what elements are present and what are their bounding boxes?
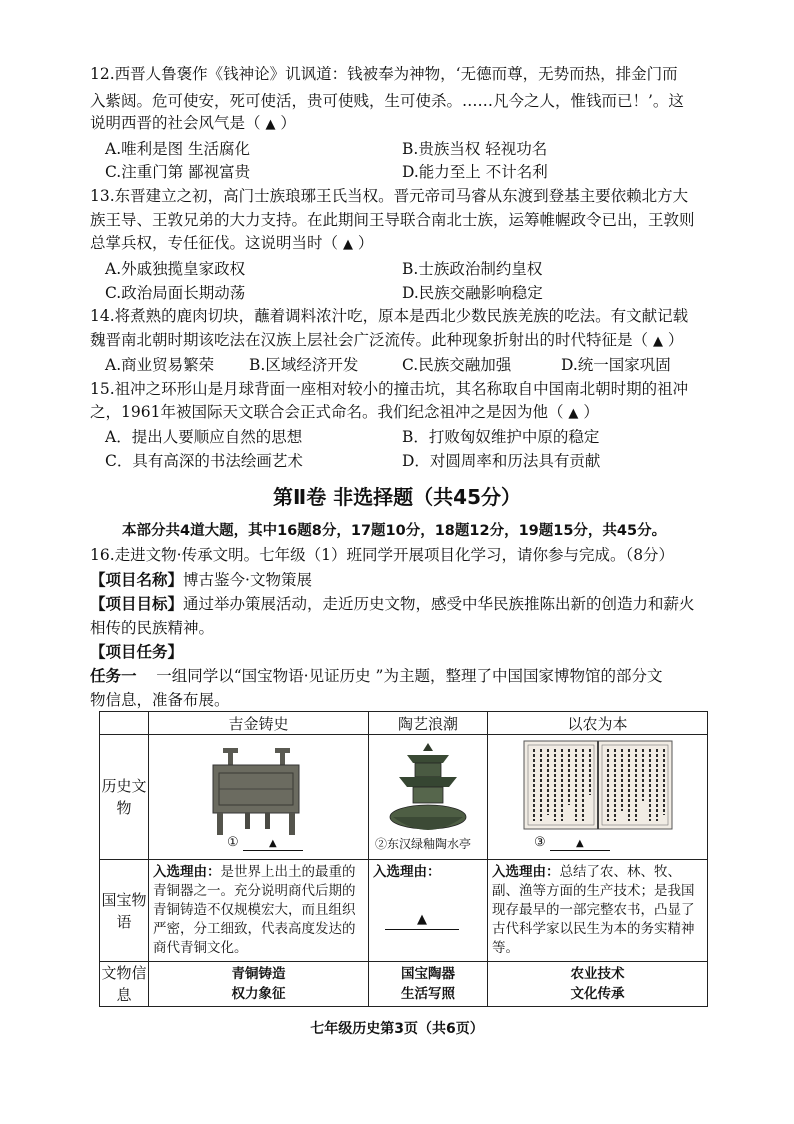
q13-line3 [90, 233, 373, 255]
answer-blank-marker: ▲ [268, 838, 277, 849]
q16-goal-line2: 相传的民族精神。 [90, 619, 215, 637]
header-pottery: 陶艺浪潮 [369, 712, 488, 735]
q12-option-d: D.能力至上 不计名利 [402, 163, 548, 181]
answer-blank-marker: ▲ [342, 237, 353, 252]
q13-line1: 13.东晋建立之初，高门士族琅琊王氏当权。晋元帝司马睿从东渡到登基主要依赖北方大 [90, 187, 689, 205]
header-bronze: 吉金铸史 [149, 712, 369, 735]
q13-option-d: D.民族交融影响稳定 [402, 284, 543, 302]
artifact-agriculture-cell [488, 735, 708, 860]
q13-option-b: B.士族政治制约皇权 [402, 260, 543, 278]
info-tag: 农业技术 [570, 966, 625, 982]
reason-label: 入选理由： [373, 864, 441, 880]
table-header-row [100, 712, 708, 735]
answer-blank-marker: ▲ [417, 912, 427, 927]
q14-option-d: D.统一国家巩固 [561, 356, 671, 374]
q15-line1: 15.祖冲之环形山是月球背面一座相对较小的撞击坑，其名称取自中国南北朝时期的祖冲 [90, 380, 689, 398]
q15-option-d: D．对圆周率和历法具有贡献 [402, 452, 601, 470]
q13-close: ） [357, 234, 374, 252]
table-row [100, 860, 708, 962]
reason-pottery-blank[interactable] [385, 910, 459, 930]
answer-blank-marker: ▲ [265, 117, 276, 132]
caption-3-blank [550, 835, 610, 851]
row-label-info: 文物信息 [100, 962, 149, 1007]
info-bronze-cell [149, 962, 369, 1007]
q15-stem-end: 之，1961年被国际天文联合会正式命名。我们纪念祖冲之是因为他（ [90, 403, 564, 421]
exhibit-table [99, 711, 708, 1007]
q15-close: ） [583, 403, 599, 421]
table-corner-cell [100, 712, 149, 735]
page-footer: 七年级历史第3页（共6页） [310, 1021, 484, 1037]
q14-stem-end: 魏晋南北朝时期该吃法在汉族上层社会广泛流传。此种现象折射出的时代特征是（ [90, 331, 649, 349]
q13-line2: 族王导、王敦兄弟的大力支持。在此期间王导联合南北士族，运筹帷幄政令已出，王敦则 [90, 211, 695, 229]
section-title: 第Ⅱ卷 非选择题（共45分） [273, 485, 521, 509]
info-tag: 青铜铸造 [231, 966, 286, 982]
artifact-pottery-cell [369, 735, 488, 860]
q14-option-a: A.商业贸易繁荣 [105, 356, 215, 374]
project-goal-label: 【项目目标】 [90, 595, 184, 613]
q16-task1-line2: 物信息，准备布展。 [90, 691, 230, 709]
header-agriculture: 以农为本 [488, 712, 708, 735]
q13-option-c: C.政治局面长期动荡 [105, 284, 246, 302]
q13-stem-end: 总掌兵权，专任征伐。这说明当时（ [90, 234, 339, 252]
caption-1 [227, 835, 303, 851]
project-name-label: 【项目名称】 [90, 571, 184, 589]
project-name-text: 博古鉴今·文物策展 [183, 571, 312, 589]
caption-1-blank [243, 835, 303, 851]
reason-label: 入选理由： [492, 864, 560, 880]
section-note: 本部分共4道大题，其中16题8分，17题10分，18题12分，19题15分，共45分。 [122, 523, 667, 539]
q15-option-c: C．具有高深的书法绘画艺术 [105, 452, 303, 470]
answer-blank-marker: ▲ [568, 406, 579, 421]
q12-line1: 12.西晋人鲁褒作《钱神论》讥讽道：钱被奉为神物，‘无德而尊，无势而热，排金门而 [90, 65, 678, 83]
project-goal-text: 通过举办策展活动，走近历史文物，感受中华民族推陈出新的创造力和薪火 [183, 595, 695, 613]
q13-option-a: A.外戚独揽皇家政权 [105, 260, 246, 278]
table-row [100, 962, 708, 1007]
q12-option-a: A.唯利是图 生活腐化 [105, 140, 251, 158]
q16-task1 [90, 666, 662, 686]
q15-line2 [90, 402, 599, 424]
q16-project-name [90, 570, 312, 590]
reason-agriculture-text: 总结了农、林、牧、副、渔等方面的生产技术；是我国现存最早的一部完整农书，凸显了古代科学家以民生为本的务实精神等。 [492, 864, 695, 956]
q14-line2 [90, 330, 683, 352]
reason-pottery-cell [369, 860, 488, 962]
q16-intro: 16.走进文物·传承文明。七年级（1）班同学开展项目化学习，请你参与完成。（8分） [90, 546, 675, 564]
answer-blank-marker: ▲ [652, 334, 663, 349]
q12-close: ） [280, 114, 296, 132]
table-row [100, 735, 708, 860]
task1-label: 任务一 [90, 667, 137, 685]
q14-line1: 14.将煮熟的鹿肉切块，蘸着调料浓汁吃，原本是西北少数民族羌族的吃法。有文献记载 [90, 307, 689, 325]
q12-option-c: C.注重门第 鄙视富贵 [105, 163, 251, 181]
caption-3 [534, 835, 610, 851]
reason-bronze-cell [149, 860, 369, 962]
info-tag: 权力象征 [231, 986, 286, 1002]
row-label-artifact: 历史文物 [100, 735, 149, 860]
q12-option-b: B.贵族当权 轻视功名 [402, 140, 548, 158]
answer-blank-marker: ▲ [575, 838, 584, 849]
info-pottery-cell [369, 962, 488, 1007]
q16-project-goal [90, 594, 695, 614]
q14-option-b: B.区域经济开发 [249, 356, 359, 374]
row-label-story: 国宝物语 [100, 860, 149, 962]
info-agriculture-cell [488, 962, 708, 1007]
reason-bronze-text: 是世界上出土的最重的青铜器之一。充分说明商代后期的青铜铸造不仅规模宏大，而且组织严密，分工细致，代表高度发达的商代青铜文化。 [153, 864, 356, 956]
info-tag: 文化传承 [570, 986, 625, 1002]
q15-option-b: B．打败匈奴维护中原的稳定 [402, 428, 600, 446]
q12-line3 [90, 113, 296, 135]
info-tag: 国宝陶器 [401, 966, 455, 982]
reason-agriculture-cell [488, 860, 708, 962]
q12-line2: 入紫闼。危可使安，死可使活，贵可使贱，生可使杀。……凡今之人，惟钱而已！’。这 [90, 92, 684, 110]
caption-2: ②东汉绿釉陶水亭 [375, 837, 472, 851]
q14-option-c: C.民族交融加强 [402, 356, 512, 374]
task1-text: 一组同学以“国宝物语·见证历史 ”为主题，整理了中国国家博物馆的部分文 [156, 667, 663, 685]
caption-3-number: ③ [534, 835, 546, 850]
q15-option-a: A．提出人要顺应自然的思想 [105, 428, 303, 446]
reason-label: 入选理由： [153, 864, 221, 880]
q12-stem-end: 说明西晋的社会风气是（ [90, 114, 261, 132]
info-tag: 生活写照 [401, 986, 455, 1002]
artifact-bronze-cell [149, 735, 369, 860]
caption-1-number: ① [227, 835, 239, 850]
project-task-label: 【项目任务】 [90, 643, 184, 661]
q14-close: ） [667, 331, 684, 349]
